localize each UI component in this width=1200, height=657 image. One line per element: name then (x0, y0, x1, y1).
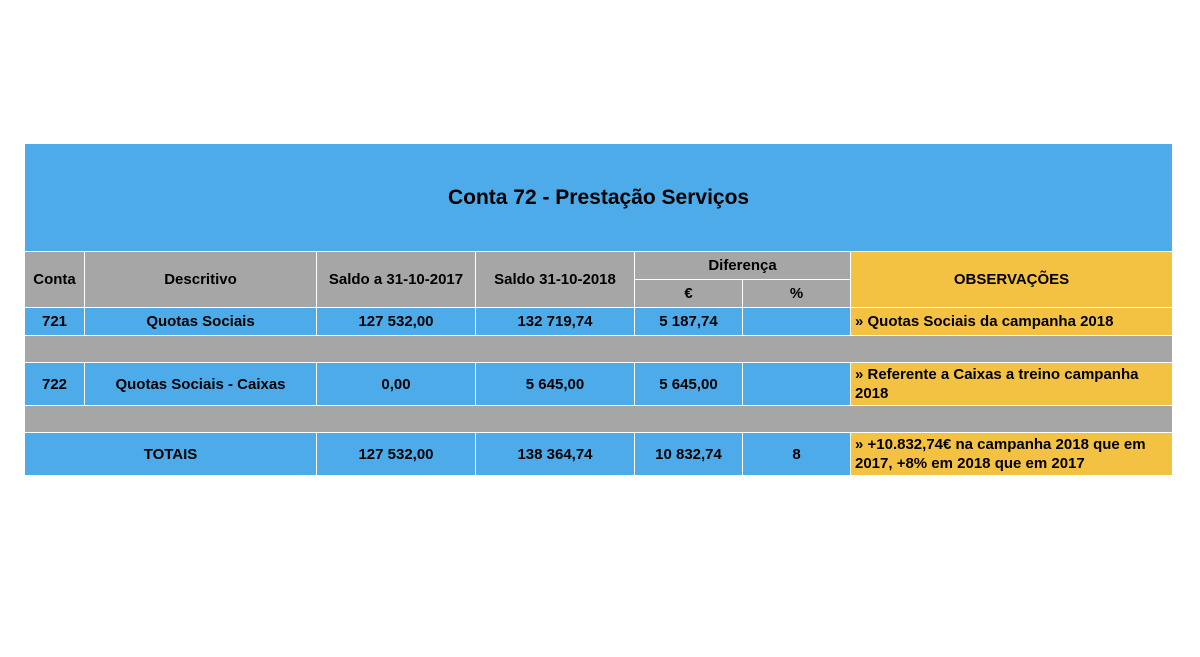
separator-row (25, 406, 1173, 433)
table-row (25, 308, 1173, 336)
totals-row (25, 433, 1173, 476)
table-row (25, 363, 1173, 406)
separator-cell (25, 336, 1173, 363)
header-diferenca-euro: € (635, 280, 743, 308)
row-descritivo: Quotas Sociais - Caixas (85, 363, 317, 406)
header-descritivo: Descritivo (85, 252, 317, 308)
row-observacao: » Referente a Caixas a treino campanha 2018 (851, 363, 1173, 406)
header-diferenca: Diferença (635, 252, 851, 280)
account-table (24, 143, 1173, 476)
account-table-sheet (24, 143, 1172, 476)
header-diferenca-percent: % (743, 280, 851, 308)
header-saldo-2018: Saldo 31-10-2018 (476, 252, 635, 308)
header-saldo-2017: Saldo a 31-10-2017 (317, 252, 476, 308)
row-dif-euro: 5 187,74 (635, 308, 743, 336)
separator-cell (25, 406, 1173, 433)
totals-observacao: » +10.832,74€ na campanha 2018 que em 2017, +8% em 2018 que em 2017 (851, 433, 1173, 476)
row-conta: 721 (25, 308, 85, 336)
header-row (25, 252, 1173, 280)
row-saldo-2017: 0,00 (317, 363, 476, 406)
table-title: Conta 72 - Prestação Serviços (25, 144, 1173, 252)
row-dif-percent (743, 308, 851, 336)
row-descritivo: Quotas Sociais (85, 308, 317, 336)
header-observacoes: OBSERVAÇÕES (851, 252, 1173, 308)
header-conta: Conta (25, 252, 85, 308)
row-dif-euro: 5 645,00 (635, 363, 743, 406)
row-saldo-2017: 127 532,00 (317, 308, 476, 336)
totals-dif-euro: 10 832,74 (635, 433, 743, 476)
row-dif-percent (743, 363, 851, 406)
totals-label: TOTAIS (25, 433, 317, 476)
totals-saldo-2017: 127 532,00 (317, 433, 476, 476)
totals-dif-percent: 8 (743, 433, 851, 476)
totals-saldo-2018: 138 364,74 (476, 433, 635, 476)
separator-row (25, 336, 1173, 363)
row-saldo-2018: 5 645,00 (476, 363, 635, 406)
row-conta: 722 (25, 363, 85, 406)
row-saldo-2018: 132 719,74 (476, 308, 635, 336)
title-row (25, 144, 1173, 252)
row-observacao: » Quotas Sociais da campanha 2018 (851, 308, 1173, 336)
